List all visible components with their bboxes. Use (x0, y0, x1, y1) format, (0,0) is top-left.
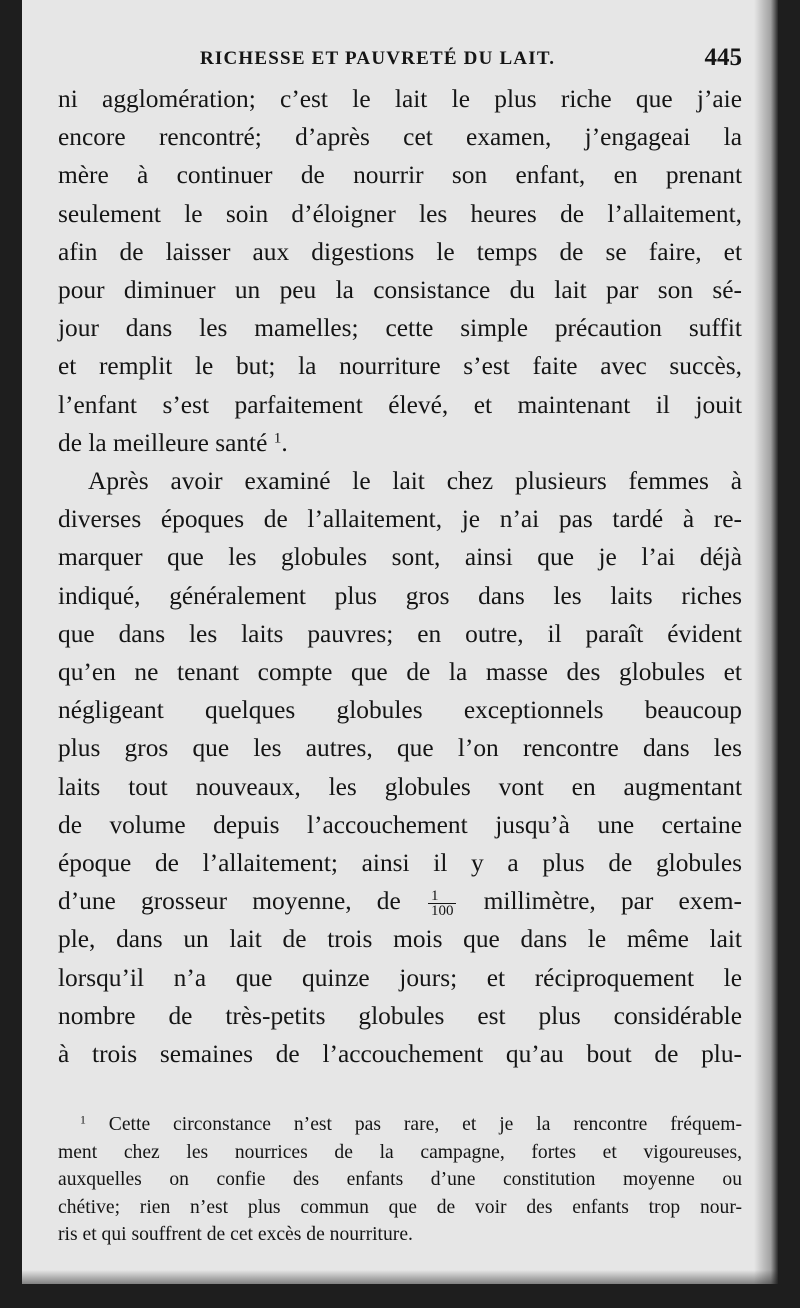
text-line: nombre de très-petits globules est plus considérable (58, 1001, 742, 1030)
text-line: qu’en ne tenant compte que de la masse des globules et (58, 658, 742, 687)
footnote-reference: 1 (273, 429, 282, 447)
fraction-numerator: 1 (428, 889, 457, 904)
text-line: ni agglomération; c’est le lait le plus riche que j’aie (58, 85, 742, 113)
text-line: lorsqu’il n’a que quinze jours; et réciproquement le (58, 963, 742, 992)
running-title: RICHESSE ET PAUVRETÉ DU LAIT. (200, 48, 556, 69)
footnote-line: chétive; rien n’est plus commun que de voir des enfants trop nour- (58, 1196, 742, 1218)
page-edge-shadow (754, 0, 778, 1284)
page-bottom-shadow (22, 1270, 778, 1284)
page-number: 445 (704, 44, 742, 71)
text-line: à trois semaines de l’accouchement qu’au bout de plu- (58, 1040, 742, 1069)
text-line: encore rencontré; d’après cet examen, j’engageai la (58, 123, 742, 152)
line-text: millimètre, par exem- (483, 887, 742, 916)
text-line: Après avoir examiné le lait chez plusieurs femmes à (88, 467, 742, 496)
footnote-text: Cette circonstance n’est pas rare, et je la rencontre fréquem- (108, 1114, 743, 1135)
text-line: marquer que les globules sont, ainsi que je l’ai déjà (58, 543, 742, 572)
text-line-with-fraction (58, 882, 742, 920)
text-line: plus gros que les autres, que l’on rencontre dans les (58, 734, 742, 763)
footnote-mark: 1 (80, 1113, 86, 1127)
fraction (428, 889, 457, 918)
fraction-denominator: 100 (430, 902, 454, 919)
footnote-line: ment chez les nourrices de la campagne, fortes et vigoureuses, (58, 1141, 742, 1163)
line-text: d’une grosseur moyenne, de (58, 887, 401, 916)
text-line: pour diminuer un peu la consistance du lait par son sé- (58, 276, 742, 305)
line-end: . (281, 428, 288, 457)
footnote-line: ris et qui souffrent de cet excès de nourriture. (58, 1224, 413, 1246)
text-line: indiqué, généralement plus gros dans les laits riches (58, 581, 742, 610)
book-page (22, 0, 778, 1284)
text-line: seulement le soin d’éloigner les heures de l’allaitement, (58, 199, 742, 228)
footnote-line (58, 1111, 742, 1139)
text-line: diverses époques de l’allaitement, je n’ai pas tardé à re- (58, 505, 742, 534)
text-line: laits tout nouveaux, les globules vont en augmentant (58, 772, 742, 801)
page-header (58, 44, 742, 76)
text-line: que dans les laits pauvres; en outre, il paraît évident (58, 619, 742, 648)
text-line: jour dans les mamelles; cette simple précaution suffit (58, 314, 742, 343)
text-line: et remplit le but; la nourriture s’est faite avec succès, (58, 352, 742, 381)
text-line: négligeant quelques globules exceptionnels beaucoup (58, 696, 742, 725)
footnotes (58, 1111, 742, 1249)
body-text (58, 80, 742, 1073)
text-line: de volume depuis l’accouchement jusqu’à une certaine (58, 810, 742, 839)
text-line: l’enfant s’est parfaitement élevé, et maintenant il jouit (58, 390, 742, 419)
text-line (58, 424, 742, 462)
footnote-line: auxquelles on confie des enfants d’une constitution moyenne ou (58, 1169, 742, 1191)
line-text: de la meilleure santé (58, 428, 268, 457)
text-line: ple, dans un lait de trois mois que dans le même lait (58, 925, 742, 954)
text-line: afin de laisser aux digestions le temps de se faire, et (58, 237, 742, 266)
text-line: mère à continuer de nourrir son enfant, en prenant (58, 161, 742, 190)
text-line: époque de l’allaitement; ainsi il y a plus de globules (58, 849, 742, 878)
